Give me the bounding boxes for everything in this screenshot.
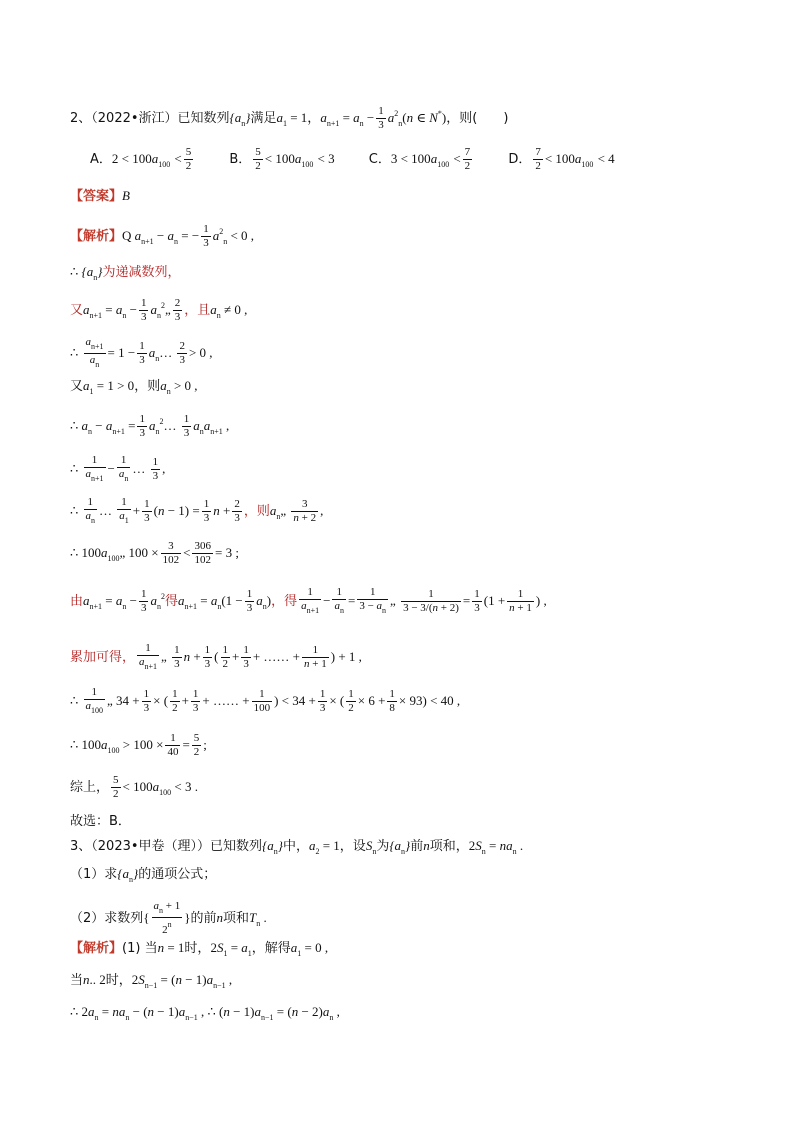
option-b[interactable]: B． $\frac{5}{2}$ < $100a_{100} < 3$ bbox=[229, 146, 335, 172]
analysis-line-5: 又$a_1 = 1 > 0$，则$a_n > 0$ , bbox=[70, 378, 198, 396]
q3-analysis-line-1: 【解析】(1) 当n = 1时，$2S_1 = a_1$，解得$a_1 = 0$ , bbox=[70, 940, 329, 958]
q3-sub2: （2）求数列{ $\frac{a_n + 1}{2^n}$ }的前n项和$T_n$ . bbox=[70, 900, 267, 936]
analysis-line-2: ∴ $\{a_n\}$为递减数列， bbox=[70, 264, 181, 282]
q2-stem: 2、（2022•浙江）已知数列$\{a_n\}$满足$a_1 = 1$，$a_{n+1} = a_n$ − $\frac{1}{3}$ $a^2_n(n$ ∈ N*)，则( ) bbox=[70, 105, 509, 131]
analysis-line-10: 由$a_{n+1} = a_n$ − $\frac{1}{3}$ $a_n^2$得$a_{n+1} = a_n(1$ − $\frac{1}{3}$ $a_n$)，得 $\frac{1}{a_{n+1}}$ − $\frac{1}{a_n}$ = $\frac{1}{3 - a_n}$ „ $\frac{1}{3 - 3/(n + 2)}$ = $\frac{1}{3}$ (1 + $\frac{1}{n + 1}$ ) , bbox=[70, 586, 547, 615]
analysis-line-1: 【解析】Q $a_{n+1} - a_n$ = − $\frac{1}{3}$ $a^2_n < 0$ , bbox=[70, 223, 255, 249]
analysis-line-7: ∴ $\frac{1}{a_{n+1}}$ − $\frac{1}{a_n}$ … $\frac{1}{3}$ , bbox=[70, 454, 166, 483]
analysis-line-11: 累加可得， $\frac{1}{a_{n+1}}$ „ $\frac{1}{3}$ n + $\frac{1}{3}$ ( $\frac{1}{2}$ + $\frac{1}{3}$ + …… + $\frac{1}{n + 1}$ ) + 1 , bbox=[70, 642, 362, 671]
analysis-line-12: ∴ $\frac{1}{a_{100}}$ „ 34 + $\frac{1}{3}$ × ( $\frac{1}{2}$ + $\frac{1}{3}$ + …… + $\frac{1}{100}$ ) < 34 + $\frac{1}{3}$ × ( $\frac{1}{2}$ × 6 + $\frac{1}{8}$ × 93) < 40 , bbox=[70, 686, 461, 715]
option-d[interactable]: D． $\frac{7}{2}$ < $100a_{100} < 4$ bbox=[508, 146, 615, 172]
q3-sub1: （1）求$\{a_n\}$的通项公式； bbox=[70, 866, 217, 884]
analysis-line-6: ∴ $a_n - a_{n+1}$ = $\frac{1}{3}$ $a_n^2\dots$ $\frac{1}{3}$ $a_na_{n+1}$ , bbox=[70, 413, 230, 439]
analysis-line-15: 故选：B． bbox=[70, 814, 131, 829]
q3-analysis-line-3: ∴ $2a_n = na_n - (n - 1)a_{n-1}$ , ∴ $(n - 1)a_{n-1} = (n - 2)a_n$ , bbox=[70, 1004, 340, 1022]
answer-line: 【答案】B bbox=[70, 188, 130, 204]
option-a[interactable]: A．$2 < 100a_{100}$ < $\frac{5}{2}$ bbox=[90, 146, 192, 172]
analysis-line-14: 综上， $\frac{5}{2}$ < $100a_{100} < 3$ . bbox=[70, 774, 198, 800]
q3-stem: 3、（2023•甲卷（理））已知数列$\{a_n\}$中，$a_2 = 1$，设$S_n$为$\{a_n\}$前n项和，$2S_n = na_n$ . bbox=[70, 838, 524, 856]
q3-analysis-line-2: 当n.. 2时，$2S_{n-1} = (n - 1)a_{n-1}$ , bbox=[70, 972, 233, 990]
analysis-line-8: ∴ $\frac{1}{a_n}$ … $\frac{1}{a_1}$ + $\frac{1}{3}$ (n − 1) = $\frac{1}{3}$ n + $\frac{2}{3}$ ，则$a_n„$ $\frac{3}{n + 2}$ , bbox=[70, 496, 324, 525]
option-c[interactable]: C．$3 < 100a_{100}$ < $\frac{7}{2}$ bbox=[368, 146, 471, 172]
analysis-line-9: ∴ $100a_{100}„$ 100 × $\frac{3}{102}$ < $\frac{306}{102}$ = 3 ; bbox=[70, 540, 239, 566]
analysis-line-13: ∴ $100a_{100} > 100$ × $\frac{1}{40}$ = $\frac{5}{2}$ ; bbox=[70, 732, 207, 758]
analysis-line-3: 又$a_{n+1} = a_n$ − $\frac{1}{3}$ $a_n^2„$ $\frac{2}{3}$ ，且$a_n \ne 0$ , bbox=[70, 297, 248, 323]
q2-options bbox=[90, 146, 754, 175]
analysis-line-4: ∴ $\frac{a_{n+1}}{a_n}$ = 1 − $\frac{1}{3}$ $a_n\dots$ $\frac{2}{3}$ > 0 , bbox=[70, 336, 213, 369]
